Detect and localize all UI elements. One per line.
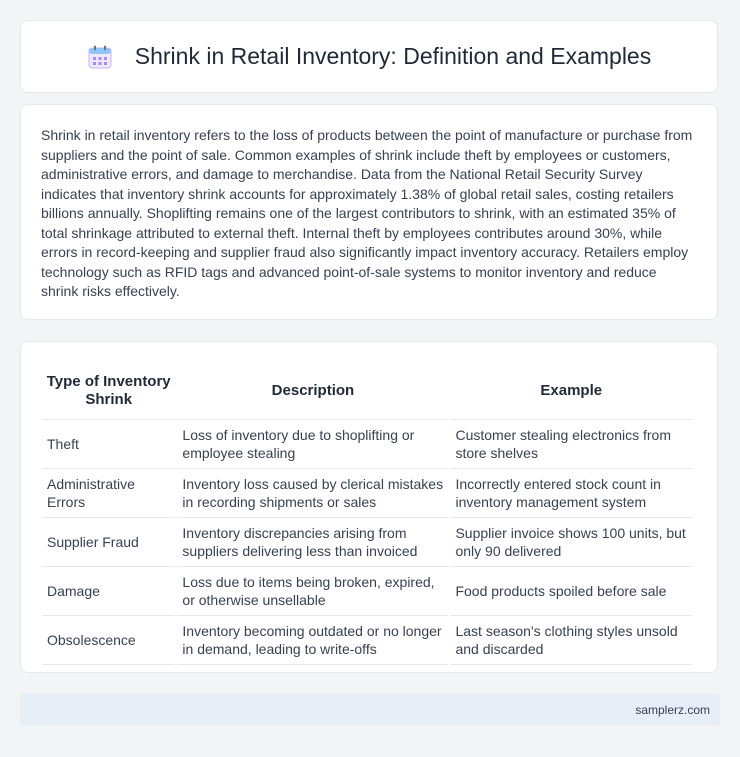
cell-example: Last season's clothing styles unsold and discarded bbox=[450, 616, 692, 665]
table-row bbox=[42, 518, 692, 567]
cell-description: Inventory loss caused by clerical mistakes in recording shipments or sales bbox=[177, 469, 448, 518]
calendar-icon bbox=[87, 44, 113, 70]
footer bbox=[20, 694, 720, 726]
cell-example: Food products spoiled before sale bbox=[450, 567, 692, 616]
shrink-table bbox=[40, 362, 694, 665]
header-description: Description bbox=[177, 362, 448, 420]
table-row bbox=[42, 567, 692, 616]
intro-card bbox=[20, 104, 718, 320]
cell-example: Customer stealing electronics from store shelves bbox=[450, 420, 692, 469]
table-card bbox=[20, 341, 718, 673]
cell-example: Supplier invoice shows 100 units, but only 90 delivered bbox=[450, 518, 692, 567]
cell-type: Supplier Fraud bbox=[42, 518, 175, 567]
cell-example: Incorrectly entered stock count in inventory management system bbox=[450, 469, 692, 518]
header-card bbox=[20, 20, 718, 93]
table-row bbox=[42, 616, 692, 665]
header-type: Type of Inventory Shrink bbox=[42, 362, 175, 420]
intro-paragraph: Shrink in retail inventory refers to the loss of products between the point of manufacture or purchase from suppliers and the point of sale. Common examples of shrink include theft by employees or customers, administrative errors, and damage to merchandise. Data from the National Retail Security Survey indicates that inventory shrink accounts for approximately 1.38% of global retail sales, costing retailers billions annually. Shoplifting remains one of the largest contributors to shrink, with an estimated 35% of total shrinkage attributed to external theft. Internal theft by employees contributes around 30%, while errors in record-keeping and supplier fraud also significantly impact inventory accuracy. Retailers employ technology such as RFID tags and advanced point-of-sale systems to monitor inventory and reduce shrink risks effectively. bbox=[41, 127, 693, 299]
cell-type: Damage bbox=[42, 567, 175, 616]
footer-site-link[interactable]: samplerz.com bbox=[635, 703, 710, 717]
cell-description: Loss of inventory due to shoplifting or employee stealing bbox=[177, 420, 448, 469]
cell-description: Loss due to items being broken, expired, or otherwise unsellable bbox=[177, 567, 448, 616]
cell-type: Theft bbox=[42, 420, 175, 469]
cell-type: Administrative Errors bbox=[42, 469, 175, 518]
table-header-row bbox=[42, 362, 692, 420]
header-example: Example bbox=[450, 362, 692, 420]
table-row bbox=[42, 469, 692, 518]
table-row bbox=[42, 420, 692, 469]
page-title: Shrink in Retail Inventory: Definition and Examples bbox=[134, 43, 652, 69]
cell-description: Inventory becoming outdated or no longer in demand, leading to write-offs bbox=[177, 616, 448, 665]
cell-description: Inventory discrepancies arising from suppliers delivering less than invoiced bbox=[177, 518, 448, 567]
cell-type: Obsolescence bbox=[42, 616, 175, 665]
